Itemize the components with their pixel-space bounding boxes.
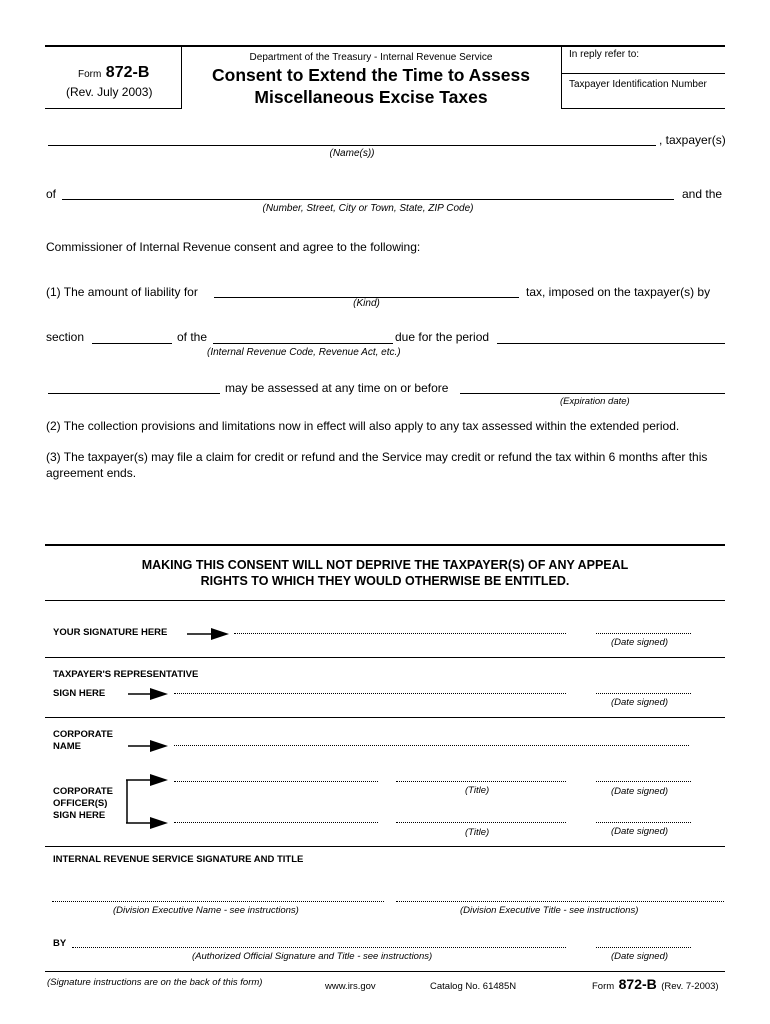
arrow-right-icon (187, 628, 229, 640)
officer2-date-field[interactable] (596, 822, 691, 823)
rep-date-field[interactable] (596, 693, 691, 694)
officer2-signature-field[interactable] (174, 822, 378, 823)
corp-officer-label-2: OFFICER(S) (53, 798, 108, 809)
authorized-date-field[interactable] (596, 947, 691, 948)
reply-label: In reply refer to: (569, 49, 640, 60)
rule-after-taxpayer (45, 657, 725, 658)
header-top-rule (45, 45, 725, 47)
assessed-text: may be assessed at any time on or before (225, 381, 449, 395)
arrow-right-icon (128, 688, 168, 700)
and-the-label: and the (682, 187, 723, 201)
agency-line: Department of the Treasury - Internal Revenue Service (249, 52, 493, 63)
taxpayers-suffix: , taxpayer(s) (659, 133, 726, 147)
tax-amount-field[interactable] (48, 393, 220, 394)
header-left-bottom-rule (45, 108, 181, 109)
taxpayer-date-field[interactable] (596, 633, 691, 634)
authorized-signature-field[interactable] (72, 947, 566, 948)
notice-top-rule (45, 544, 725, 546)
officer1-date-caption: (Date signed) (611, 786, 669, 797)
officer2-date-caption: (Date signed) (611, 826, 669, 837)
authorized-date-caption: (Date signed) (611, 951, 669, 962)
header-divider-right (561, 45, 562, 109)
period-field[interactable] (497, 343, 725, 344)
officer1-title-caption: (Title) (465, 785, 490, 796)
rep-signature-field[interactable] (174, 693, 566, 694)
address-caption: (Number, Street, City or Town, State, ZIP Code) (262, 203, 474, 214)
notice-line2: RIGHTS TO WHICH THEY WOULD OTHERWISE BE ENTITLED. (200, 574, 570, 588)
division-exec-name-caption: (Division Executive Name - see instructions) (113, 905, 299, 916)
expiration-caption: (Expiration date) (560, 396, 630, 407)
address-field[interactable] (62, 199, 674, 200)
rule-after-corporate (45, 846, 725, 847)
corp-name-label-2: NAME (53, 741, 81, 752)
rep-title: TAXPAYER'S REPRESENTATIVE (53, 669, 199, 680)
form-title-line1: Consent to Extend the Time to Assess (212, 65, 530, 85)
officer2-title-field[interactable] (396, 822, 566, 823)
section-label: section (46, 330, 85, 344)
commissioner-text: Commissioner of Internal Revenue consent and agree to the following: (46, 240, 421, 254)
bracket-arrows-icon (126, 772, 170, 832)
footer-form-number: 872-B (618, 976, 657, 992)
footer-rule (45, 971, 725, 972)
kind-caption: (Kind) (353, 298, 380, 309)
expiration-date-field[interactable] (460, 393, 725, 394)
corp-name-label-1: CORPORATE (53, 729, 113, 740)
due-period-label: due for the period (395, 330, 490, 344)
tin-label: Taxpayer Identification Number (569, 79, 707, 90)
names-caption: (Name(s)) (329, 148, 375, 159)
rep-sign-here: SIGN HERE (53, 688, 106, 699)
officer1-date-field[interactable] (596, 781, 691, 782)
officer1-signature-field[interactable] (174, 781, 378, 782)
irs-signature-title: INTERNAL REVENUE SERVICE SIGNATURE AND TITLE (53, 854, 304, 865)
form-number: 872-B (105, 64, 150, 81)
officer1-title-field[interactable] (396, 781, 566, 782)
header-right-mid-rule (561, 73, 725, 74)
rule-after-rep (45, 717, 725, 718)
form-title-line2: Miscellaneous Excise Taxes (254, 87, 488, 107)
by-label: BY (53, 938, 67, 949)
section-field[interactable] (92, 343, 172, 344)
code-caption: (Internal Revenue Code, Revenue Act, etc.) (207, 347, 401, 358)
form-label: Form (78, 69, 102, 80)
taxpayer-date-caption: (Date signed) (611, 637, 669, 648)
form-id (78, 64, 149, 82)
footer-form-id (592, 976, 719, 994)
arrow-right-icon (128, 740, 168, 752)
authorized-official-caption: (Authorized Official Signature and Title - see instructions) (192, 951, 433, 962)
irs-website: www.irs.gov (325, 981, 376, 992)
of-label: of (46, 187, 57, 201)
header-right-bottom-rule (561, 108, 725, 109)
item2-text: (2) The collection provisions and limitations now in effect will also apply to any tax assessed within the extended period. (46, 419, 680, 433)
division-exec-name-field[interactable] (52, 901, 384, 902)
division-exec-title-caption: (Division Executive Title - see instructions) (460, 905, 639, 916)
corp-officer-label-1: CORPORATE (53, 786, 113, 797)
footer-revision: (Rev. 7-2003) (661, 981, 719, 992)
of-the-label: of the (177, 330, 208, 344)
catalog-number: Catalog No. 61485N (430, 981, 517, 992)
code-field[interactable] (213, 343, 393, 344)
your-signature-label: YOUR SIGNATURE HERE (53, 627, 168, 638)
corp-officer-label-3: SIGN HERE (53, 810, 106, 821)
notice-bottom-rule (45, 600, 725, 601)
names-field[interactable] (48, 145, 656, 146)
footer-form-label: Form (592, 981, 615, 992)
form-revision: (Rev. July 2003) (66, 85, 153, 99)
taxpayer-signature-field[interactable] (234, 633, 566, 634)
officer2-title-caption: (Title) (465, 827, 490, 838)
item1-suffix: tax, imposed on the taxpayer(s) by (526, 285, 711, 299)
rep-date-caption: (Date signed) (611, 697, 669, 708)
item3-text: (3) The taxpayer(s) may file a claim for credit or refund and the Service may credit or refund the tax within 6 months after this agreement ends. (46, 450, 708, 480)
item1-prefix: (1) The amount of liability for (46, 285, 198, 299)
notice-line1: MAKING THIS CONSENT WILL NOT DEPRIVE THE TAXPAYER(S) OF ANY APPEAL (141, 558, 629, 572)
signature-instructions: (Signature instructions are on the back of this form) (47, 977, 263, 988)
division-exec-title-field[interactable] (396, 901, 724, 902)
corp-name-field[interactable] (174, 745, 689, 746)
